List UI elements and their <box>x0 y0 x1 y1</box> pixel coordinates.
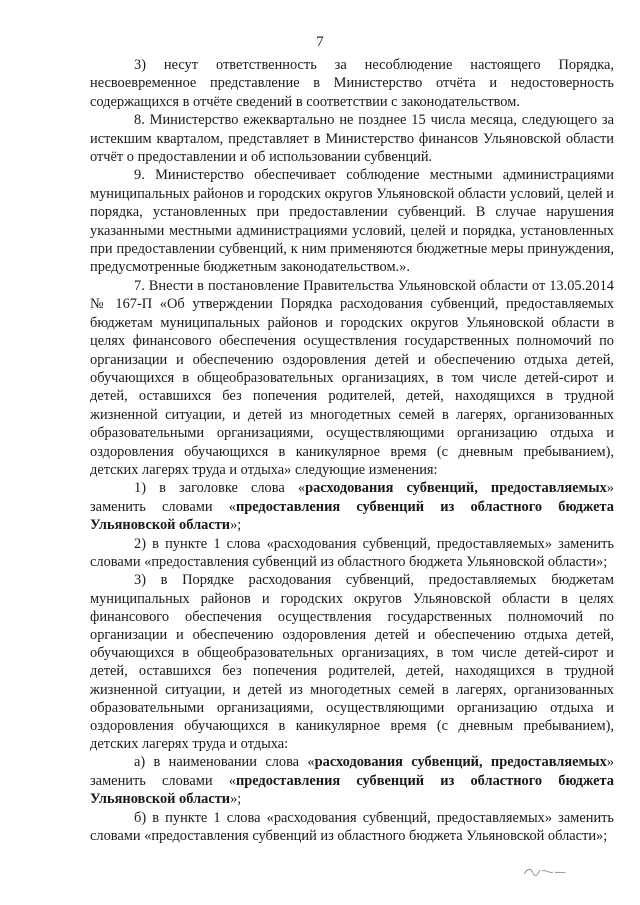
paragraph-8-quarterly-report: 8. Министерство ежеквартально не позднее 15 числа месяца, следующего за истекшим кварталом, представляет в Министерство финансов Ульяновской области отчёт о предоставлении и об использовании субвенций. <box>90 112 614 166</box>
paragraph-responsibility: 3) несут ответственность за несоблюдение настоящего Порядка, несвоевременное представление в Министерство отчёта и недостоверность содержащихся в отчёте сведений в соответствии с законодательством. <box>90 57 614 110</box>
amendment-1-text-a: 1) в заголовке слова « <box>134 480 306 497</box>
amendment-1-text-e: »; <box>230 517 242 534</box>
amendment-1-new-words: предоставления субвенций из областного бюджета Ульяновской области <box>90 498 614 534</box>
amendment-3a-name <box>90 753 614 808</box>
amendment-2-point-1: 2) в пункте 1 слова «расходования субвенций, предоставляемых» заменить словами «предоставления субвенций из областного бюджета Ульяновской области»; <box>90 535 614 570</box>
page-number: 7 <box>316 34 324 50</box>
amendment-3a-text-e: »; <box>230 791 242 808</box>
document-body <box>90 56 614 845</box>
amendment-1-title <box>90 479 614 534</box>
amendment-1-text-c: » заменить словами « <box>90 480 614 515</box>
amendment-3a-new-words: предоставления субвенций из областного бюджета Ульяновской области <box>90 772 614 808</box>
amendment-3-procedure: 3) в Порядке расходования субвенций, предоставляемых бюджетам муниципальных районов и городских округов Ульяновской области в целях финансового обеспечения осуществления государственных полномочий по организации и обеспечению оздоровления детей и обеспечению отдыха детей, обучающихся в общеобразовательных организациях, в том числе детей-сирот и детей, оставшихся без попечения родителей, детей, находящихся в трудной жизненной ситуации, и детей из многодетных семей в лагерях, организованных образовательными организациями, осуществляющими организацию отдыха и оздоровления обучающихся в каникулярное время (с дневным пребыванием), детских лагерях труда и отдыха: <box>90 572 614 753</box>
paragraph-7-amendments: 7. Внести в постановление Правительства Ульяновской области от 13.05.2014 № 167-П «Об утверждении Порядка расходования субвенций, предоставляемых бюджетам муниципальных районов и городских округов Ульяновской области в целях финансового обеспечения осуществления государственных полномочий по организации и обеспечению оздоровления детей и обеспечению отдыха детей, обучающихся в общеобразовательных организациях, в том числе детей-сирот и детей, оставшихся без попечения родителей, детей, находящихся в трудной жизненной ситуации, и детей из многодетных семей в лагерях, организованных образовательными организациями, осуществляющими организацию отдыха и оздоровления обучающихся в каникулярное время (с дневным пребыванием), детских лагерях труда и отдыха» следующие изменения: <box>90 277 614 478</box>
amendment-3b-point-1: б) в пункте 1 слова «расходования субвенций, предоставляемых» заменить словами «предоставления субвенций из областного бюджета Ульяновской области»; <box>90 809 614 845</box>
initials-mark <box>522 862 568 880</box>
amendment-1-old-words: расходования субвенций, предоставляемых <box>305 480 607 497</box>
amendment-3a-text-c: » заменить словами « <box>90 754 614 789</box>
amendment-3a-text-a: а) в наименовании слова « <box>134 754 315 771</box>
paragraph-9-compliance: 9. Министерство обеспечивает соблюдение местными администрациями муниципальных районов и городских округов Ульяновской области условий, целей и порядка, установленных при предоставлении субвенций. В случае нарушения указанными местными администрациями условий, целей и порядка, установленных при предоставлении субвенций, к ним применяются бюджетные меры принуждения, предусмотренные бюджетным законодательством.». <box>90 167 614 276</box>
amendment-3a-old-words: расходования субвенций, предоставляемых <box>314 754 607 771</box>
